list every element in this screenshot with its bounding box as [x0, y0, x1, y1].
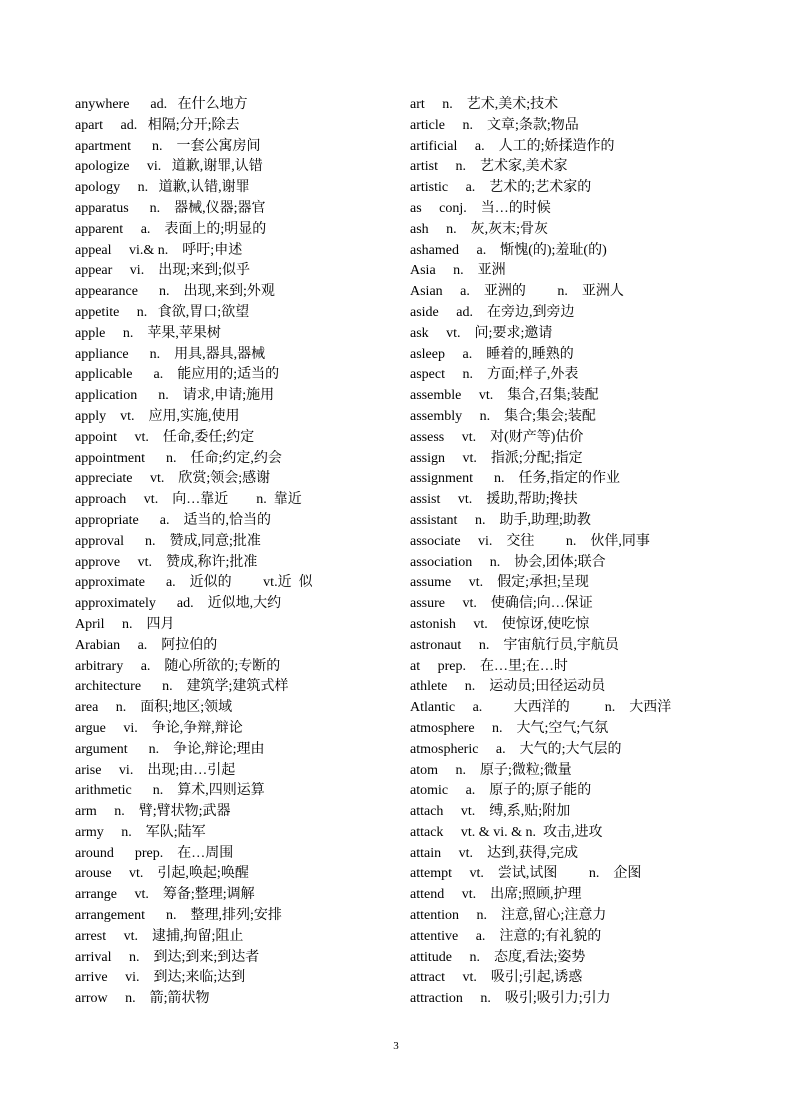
vocab-entry: astonish vt. 使惊讶,使吃惊 [410, 616, 590, 632]
vocab-entry: approval n. 赞成,同意;批准 [75, 533, 261, 549]
vocab-entry: art n. 艺术,美术;技术 [410, 97, 559, 112]
vocab-entry: argue vi. 争论,争辩,辩论 [75, 720, 243, 736]
vocab-entry: at prep. 在…里;在…时 [410, 658, 568, 674]
vocab-entry: apple n. 苹果,苹果树 [75, 325, 221, 341]
vocab-entry: apply vt. 应用,实施,使用 [75, 408, 240, 424]
vocab-entry: applicable a. 能应用的;适当的 [75, 367, 280, 383]
vocab-entry: Asia n. 亚洲 [410, 263, 506, 279]
right-column [410, 95, 740, 1010]
vocab-entry: atom n. 原子;微粒;微量 [410, 762, 572, 778]
vocab-entry: apart ad. 相隔;分开;除去 [75, 117, 240, 133]
vocab-entry: apparent a. 表面上的;明显的 [75, 221, 267, 237]
vocab-entry: approach vt. 向…靠近 n. 靠近 [75, 492, 302, 508]
vocab-entry: ask vt. 问;要求;邀请 [410, 325, 553, 341]
vocab-entry: asleep a. 睡着的,睡熟的 [410, 346, 574, 362]
vocab-entry: associate vi. 交往 n. 伙伴,同事 [410, 533, 650, 549]
vocab-entry: arrival n. 到达;到来;到达者 [75, 949, 260, 965]
vocab-entry: arithmetic n. 算术,四则运算 [75, 783, 265, 799]
vocab-entry: Atlantic a. 大西洋的 n. 大西洋 [410, 700, 672, 716]
vocab-entry: assure vt. 使确信;向…保证 [410, 596, 593, 612]
vocab-entry: architecture n. 建筑学;建筑式样 [75, 679, 289, 695]
vocab-entry: apartment n. 一套公寓房间 [75, 138, 261, 154]
vocab-entry: assistant n. 助手,助理;助教 [410, 512, 591, 528]
vocab-entry: attraction n. 吸引;吸引力;引力 [410, 991, 611, 1007]
vocab-entry: appearance n. 出现,来到;外观 [75, 284, 275, 300]
vocab-entry: assembly n. 集合;集会;装配 [410, 408, 596, 424]
vocab-entry: attract vt. 吸引;引起,诱惑 [410, 970, 583, 986]
left-column [75, 95, 395, 1010]
vocab-entry: appear vi. 出现;来到;似乎 [75, 263, 250, 279]
vocab-entry: appoint vt. 任命,委任;约定 [75, 429, 255, 445]
vocab-entry: attain vt. 达到,获得,完成 [410, 845, 578, 861]
vocab-entry: arm n. 臂;臂状物;武器 [75, 804, 231, 820]
vocab-entry: assess vt. 对(财产等)估价 [410, 429, 584, 445]
vocab-entry: Arabian a. 阿拉伯的 [75, 637, 218, 653]
vocab-entry: attack vt. & vi. & n. 攻击,进攻 [410, 824, 603, 840]
vocab-entry: appropriate a. 适当的,恰当的 [75, 512, 271, 528]
vocab-entry: attention n. 注意,留心;注意力 [410, 908, 607, 924]
vocab-entry: army n. 军队;陆军 [75, 824, 206, 840]
vocab-entry: atmosphere n. 大气;空气;气氛 [410, 720, 609, 736]
vocab-entry: artificial a. 人工的;娇揉造作的 [410, 138, 615, 154]
vocab-entry: arise vi. 出现;由…引起 [75, 762, 236, 778]
vocab-entry: artist n. 艺术家,美术家 [410, 159, 568, 175]
vocab-entry: apparatus n. 器械,仪器;器官 [75, 200, 266, 216]
vocab-entry: assemble vt. 集合,召集;装配 [410, 388, 599, 404]
vocab-entry: anywhere ad. 在什么地方 [75, 97, 248, 112]
vocab-entry: arrest vt. 逮捕,拘留;阻止 [75, 928, 244, 944]
vocab-entry: ashamed a. 惭愧(的);羞耻(的) [410, 242, 607, 258]
vocab-entry: assign vt. 指派;分配;指定 [410, 450, 583, 466]
vocab-entry: approximately ad. 近似地,大约 [75, 596, 282, 612]
vocab-entry: April n. 四月 [75, 616, 175, 632]
vocab-entry: appetite n. 食欲,胃口;欲望 [75, 304, 250, 320]
vocab-entry: atomic a. 原子的;原子能的 [410, 783, 592, 799]
vocab-entry: atmospheric a. 大气的;大气层的 [410, 741, 622, 757]
vocab-entry: appointment n. 任命;约定,约会 [75, 450, 282, 466]
page-number: 3 [393, 1040, 399, 1052]
vocab-entry: application n. 请求,申请;施用 [75, 388, 275, 404]
vocab-entry: area n. 面积;地区;领域 [75, 700, 233, 716]
vocab-entry: apology n. 道歉,认错,谢罪 [75, 180, 250, 196]
vocab-entry: arrive vi. 到达;来临;达到 [75, 970, 246, 986]
vocab-entry: artistic a. 艺术的;艺术家的 [410, 180, 592, 196]
vocab-entry: attach vt. 缚,系,贴;附加 [410, 804, 571, 820]
vocab-entry: around prep. 在…周围 [75, 845, 234, 861]
vocab-entry: arouse vt. 引起,唤起;唤醒 [75, 866, 249, 882]
vocab-entry: assume vt. 假定;承担;呈现 [410, 575, 589, 591]
vocab-entry: arrange vt. 筹备;整理;调解 [75, 887, 255, 903]
vocab-entry: article n. 文章;条款;物品 [410, 117, 579, 133]
vocab-entry: aside ad. 在旁边,到旁边 [410, 304, 575, 320]
vocab-entry: athlete n. 运动员;田径运动员 [410, 679, 606, 695]
vocab-entry: approve vt. 赞成,称许;批准 [75, 554, 258, 570]
vocab-entry: appreciate vt. 欣赏;领会;感谢 [75, 471, 271, 487]
vocab-entry: approximate a. 近似的 vt.近 似 [75, 575, 313, 591]
vocab-entry: aspect n. 方面;样子,外表 [410, 367, 579, 383]
vocab-entry: assignment n. 任务,指定的作业 [410, 471, 620, 487]
vocab-entry: Asian a. 亚洲的 n. 亚洲人 [410, 284, 624, 300]
vocab-entry: association n. 协会,团体;联合 [410, 554, 606, 570]
vocab-entry: arrow n. 箭;箭状物 [75, 991, 210, 1007]
vocab-entry: attitude n. 态度,看法;姿势 [410, 949, 586, 965]
vocab-entry: attentive a. 注意的;有礼貌的 [410, 928, 602, 944]
vocab-entry: ash n. 灰,灰末;骨灰 [410, 221, 549, 237]
vocab-entry: appeal vi.& n. 呼吁;申述 [75, 242, 243, 258]
vocab-entry: apologize vi. 道歉,谢罪,认错 [75, 159, 263, 175]
vocab-entry: arbitrary a. 随心所欲的;专断的 [75, 658, 281, 674]
vocab-entry: arrangement n. 整理,排列;安排 [75, 908, 282, 924]
vocab-entry: attempt vt. 尝试,试图 n. 企图 [410, 866, 642, 882]
vocab-entry: argument n. 争论,辩论;理由 [75, 741, 265, 757]
vocab-entry: attend vt. 出席;照顾,护理 [410, 887, 582, 903]
vocab-entry: assist vt. 援助,帮助;搀扶 [410, 492, 578, 508]
vocab-entry: appliance n. 用具,器具,器械 [75, 346, 266, 362]
vocab-entry: astronaut n. 宇宙航行员,宇航员 [410, 637, 619, 653]
vocab-entry: as conj. 当…的时候 [410, 200, 551, 216]
